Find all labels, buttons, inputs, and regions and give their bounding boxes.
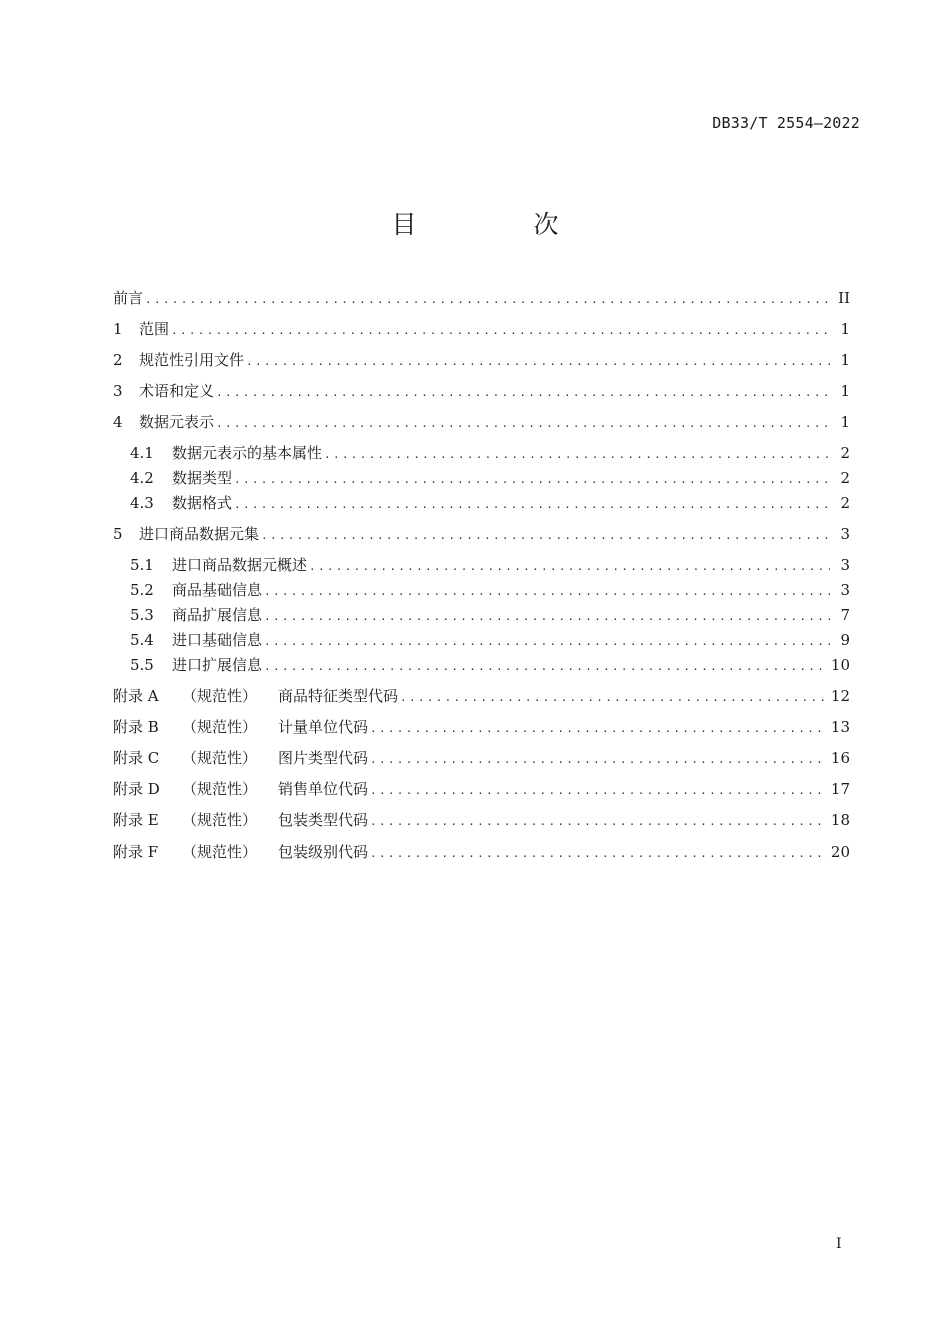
toc-leader-dots xyxy=(264,631,830,653)
toc-entry-page: 10 xyxy=(830,656,850,674)
toc-entry-page: 1 xyxy=(840,320,850,338)
toc-entry-4-3[interactable] xyxy=(113,492,850,514)
toc-entry-page: 3 xyxy=(840,525,850,543)
appendix-number: 附录 E xyxy=(113,811,159,829)
toc-leader-dots xyxy=(309,556,830,578)
toc-leader-dots xyxy=(370,811,825,833)
toc-leader-dots xyxy=(370,843,825,865)
toc-entry-title: 进口商品数据元集 xyxy=(139,525,260,543)
toc-entry-4[interactable] xyxy=(113,411,850,433)
toc-entry-foreword[interactable] xyxy=(113,287,850,309)
toc-entry-page: 7 xyxy=(840,606,850,624)
appendix-title: 包装类型代码 xyxy=(278,811,369,829)
toc-entry-title: 进口商品数据元概述 xyxy=(172,556,308,574)
toc-leader-dots xyxy=(234,469,830,491)
toc-leader-dots xyxy=(370,780,825,802)
appendix-number: 附录 C xyxy=(113,749,160,767)
toc-entry-page: 18 xyxy=(830,811,850,829)
toc-entry-page: II xyxy=(838,289,850,307)
toc-entry-page: 2 xyxy=(840,444,850,462)
toc-entry-title: 前言 xyxy=(113,289,144,307)
appendix-title: 图片类型代码 xyxy=(278,749,369,767)
toc-entry-1[interactable] xyxy=(113,318,850,340)
appendix-number: 附录 B xyxy=(113,718,159,736)
toc-entry-title: 范围 xyxy=(139,320,170,338)
toc-leader-dots xyxy=(171,320,830,342)
appendix-title: 销售单位代码 xyxy=(278,780,369,798)
toc-appendix-e[interactable] xyxy=(113,809,850,831)
appendix-title: 包装级别代码 xyxy=(278,843,369,861)
toc-entry-2[interactable] xyxy=(113,349,850,371)
toc-entry-number: 4.3 xyxy=(130,494,154,512)
toc-entry-4-1[interactable] xyxy=(113,442,850,464)
toc-leader-dots xyxy=(370,718,825,740)
appendix-type: （规范性） xyxy=(182,843,258,861)
toc-entry-title: 术语和定义 xyxy=(139,382,215,400)
toc-entry-title: 规范性引用文件 xyxy=(139,351,245,369)
toc-entry-number: 4.1 xyxy=(130,444,154,462)
toc-entry-number: 1 xyxy=(113,320,123,338)
toc-entry-title: 商品扩展信息 xyxy=(172,606,263,624)
toc-entry-3[interactable] xyxy=(113,380,850,402)
toc-entry-title: 数据类型 xyxy=(172,469,233,487)
toc-entry-page: 1 xyxy=(840,351,850,369)
toc-leader-dots xyxy=(216,382,830,404)
appendix-number: 附录 A xyxy=(113,687,159,705)
appendix-title: 计量单位代码 xyxy=(278,718,369,736)
toc-entry-number: 5.1 xyxy=(130,556,154,574)
toc-entry-title: 数据元表示 xyxy=(139,413,215,431)
toc-entry-page: 1 xyxy=(840,413,850,431)
appendix-number: 附录 D xyxy=(113,780,160,798)
toc-leader-dots xyxy=(264,656,825,678)
toc-leader-dots xyxy=(216,413,830,435)
toc-entry-page: 9 xyxy=(840,631,850,649)
toc-entry-5-4[interactable] xyxy=(113,629,850,651)
toc-entry-page: 2 xyxy=(840,469,850,487)
toc-entry-page: 12 xyxy=(830,687,850,705)
appendix-type: （规范性） xyxy=(182,718,258,736)
toc-entry-number: 3 xyxy=(113,382,123,400)
appendix-title: 商品特征类型代码 xyxy=(278,687,399,705)
toc-entry-5-2[interactable] xyxy=(113,579,850,601)
toc-leader-dots xyxy=(370,749,825,771)
toc-entry-number: 5.2 xyxy=(130,581,154,599)
toc-entry-page: 3 xyxy=(840,581,850,599)
toc-leader-dots xyxy=(324,444,830,466)
toc-entry-title: 数据元表示的基本属性 xyxy=(172,444,323,462)
toc-entry-page: 20 xyxy=(830,843,850,861)
appendix-type: （规范性） xyxy=(182,811,258,829)
toc-entry-5[interactable] xyxy=(113,523,850,545)
appendix-number: 附录 F xyxy=(113,843,159,861)
toc-entry-page: 17 xyxy=(830,780,850,798)
toc-entry-number: 5.3 xyxy=(130,606,154,624)
toc-entry-5-1[interactable] xyxy=(113,554,850,576)
toc-leader-dots xyxy=(234,494,830,516)
appendix-type: （规范性） xyxy=(182,687,258,705)
toc-entry-page: 1 xyxy=(840,382,850,400)
toc-leader-dots xyxy=(400,687,825,709)
toc-leader-dots xyxy=(246,351,830,373)
page-title: 目 次 xyxy=(391,210,605,239)
appendix-type: （规范性） xyxy=(182,749,258,767)
toc-appendix-f[interactable] xyxy=(113,841,850,863)
toc-entry-title: 进口基础信息 xyxy=(172,631,263,649)
toc-entry-number: 4.2 xyxy=(130,469,154,487)
page-number: I xyxy=(836,1236,842,1252)
toc-entry-4-2[interactable] xyxy=(113,467,850,489)
toc-entry-page: 3 xyxy=(840,556,850,574)
toc-appendix-a[interactable] xyxy=(113,685,850,707)
toc-entry-page: 13 xyxy=(830,718,850,736)
toc-entry-number: 5 xyxy=(113,525,123,543)
toc-entry-page: 16 xyxy=(830,749,850,767)
toc-entry-5-5[interactable] xyxy=(113,654,850,676)
toc-entry-number: 2 xyxy=(113,351,123,369)
toc-entry-title: 数据格式 xyxy=(172,494,233,512)
toc-entry-5-3[interactable] xyxy=(113,604,850,626)
toc-entry-number: 5.5 xyxy=(130,656,154,674)
toc-leader-dots xyxy=(145,289,830,311)
toc-leader-dots xyxy=(261,525,830,547)
toc-entry-title: 商品基础信息 xyxy=(172,581,263,599)
toc-entry-title: 进口扩展信息 xyxy=(172,656,263,674)
toc-entry-page: 2 xyxy=(840,494,850,512)
toc-appendix-c[interactable] xyxy=(113,747,850,769)
appendix-type: （规范性） xyxy=(182,780,258,798)
toc-leader-dots xyxy=(264,581,830,603)
toc-appendix-d[interactable] xyxy=(113,778,850,800)
toc-entry-number: 4 xyxy=(113,413,123,431)
standard-code: DB33/T 2554—2022 xyxy=(712,114,860,132)
toc-appendix-b[interactable] xyxy=(113,716,850,738)
toc-leader-dots xyxy=(264,606,830,628)
toc-entry-number: 5.4 xyxy=(130,631,154,649)
